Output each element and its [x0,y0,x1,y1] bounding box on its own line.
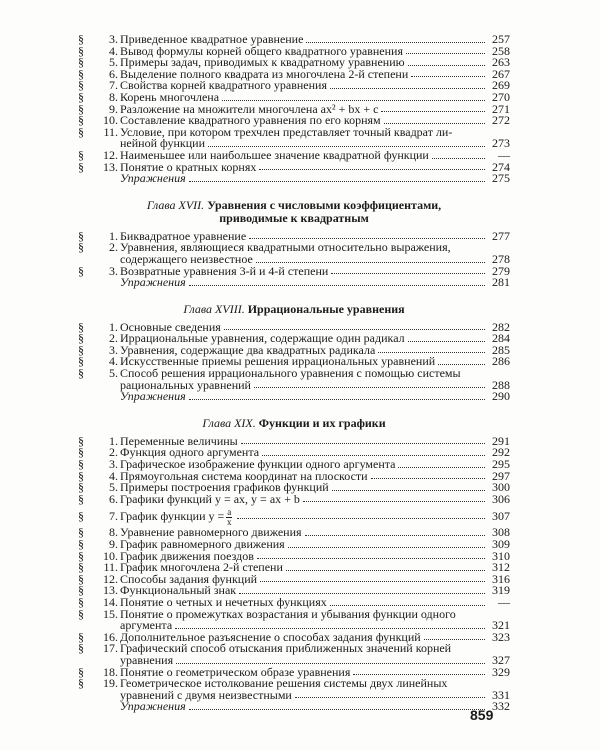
section-symbol: § [78,101,84,116]
entry-line [120,606,510,621]
entry-number: 17. [103,641,118,656]
entry-page: 285 [492,342,510,357]
entry-title: Способ решения иррационального уравнения с помощью системы [120,366,461,381]
section-symbol: § [78,32,84,46]
entry-title: Примеры построения графиков функций [120,480,329,495]
entry-page: 292 [492,445,510,460]
section-symbol: § [78,445,84,460]
entry-title: Условие, при котором трехчлен представляет точный квадрат ли- [120,124,453,139]
entry-number: 14. [103,594,118,609]
exercises-label: Упражнения [120,275,186,290]
dot-leader [295,697,485,698]
entry-page: 308 [492,525,510,540]
section-symbol: § [78,331,84,346]
entry-body [120,391,510,403]
dot-leader [408,341,485,342]
entry-page: — [498,594,510,609]
entry-page: 288 [492,377,510,392]
entry-title: Наименьшее или наибольшее значение квадратной функции [120,147,429,162]
entry-page: 277 [492,228,510,243]
entry-title: График многочлена 2-й степени [120,560,283,575]
entry-title: Понятие о четных и нечетных функциях [120,594,327,609]
section-symbol: § [78,354,84,369]
entry-page: 310 [492,548,510,563]
section-number [78,124,120,139]
toc-section [78,417,510,713]
dot-leader [262,455,485,456]
exercises-page: 332 [492,699,510,714]
entry-page: 272 [492,113,510,128]
chapter-label: Глава XVII. [146,197,205,212]
toc-entry[interactable] [78,124,510,151]
exercises-entry[interactable] [78,173,510,185]
dot-leader [371,478,485,479]
entry-body [120,606,510,633]
dot-leader [249,238,485,239]
section-symbol: § [78,55,84,70]
entry-body [120,242,510,265]
toc-entry[interactable] [78,491,510,506]
chapter-heading [78,199,510,225]
entry-title: Свойства корней квадратного уравнения [120,78,327,93]
dot-leader [176,663,485,664]
entry-page: — [498,147,510,162]
entry-number: 10. [103,548,118,563]
section-symbol: § [78,468,84,483]
section-symbol: § [78,342,84,357]
entry-body [120,277,510,289]
dot-leader [305,535,485,536]
entry-title: Графики функций y = ax, y = ax + b [120,491,300,506]
dot-leader [260,581,485,582]
section-symbol: § [78,113,84,128]
entry-number: 7. [109,78,118,93]
entry-title: Геометрическое истолкование решения системы двух линейных [120,676,448,691]
entry-title: График равномерного движения [120,537,285,551]
dot-leader [189,285,485,286]
toc-entry[interactable] [78,643,510,666]
section-number [78,643,120,655]
entry-number: 2. [109,331,118,346]
entry-number: 11. [103,560,118,575]
exercises-label: Упражнения [120,171,186,186]
toc-entry[interactable] [78,505,510,527]
entry-page: 258 [492,43,510,58]
page-number: 859 [470,707,494,723]
entry-line [120,277,510,289]
dot-leader [398,467,485,468]
entry-title: Графический способ отыскания приближенных значений корней [120,641,452,656]
section-symbol: § [78,583,84,598]
entry-body [120,643,510,666]
entry-number: 11. [103,124,118,139]
entry-number: 12. [103,571,118,586]
entry-page: 331 [492,687,510,702]
dot-leader [241,443,485,444]
dot-leader [330,88,485,89]
entry-page: 274 [492,159,510,174]
entry-line [120,701,510,713]
chapter-subtitle: приводимые к квадратным [219,210,369,225]
entry-title: Основные сведения [120,319,221,334]
entry-number: 8. [109,89,118,104]
entry-page: 286 [492,354,510,369]
toc-section [78,303,510,403]
entry-number: 10. [103,113,118,128]
dot-leader [332,490,485,491]
exercises-label: Упражнения [120,699,186,714]
entry-line [120,491,510,506]
dot-leader [408,65,485,66]
section-number [78,606,120,621]
dot-leader [432,158,485,159]
section-symbol: § [78,491,84,506]
entry-title: Биквадратное уравнение [120,228,247,243]
entry-number: 3. [109,457,118,472]
entry-number: 16. [103,629,118,644]
entry-line [120,643,510,655]
entry-number: 15. [103,606,118,621]
section-symbol: § [78,228,84,243]
entry-page: 306 [492,491,510,506]
entry-number: 5. [109,480,118,495]
dot-leader [411,76,485,77]
toc-section [78,199,510,289]
section-symbol: § [78,509,84,524]
chapter-title: Иррациональные уравнения [247,301,405,316]
dot-leader [406,53,485,54]
entry-page: 327 [492,652,510,667]
entry-title: Уравнения, являющиеся квадратными относительно выражения, [120,240,451,255]
entry-title: Понятие о геометрическом образе уравнения [120,664,351,679]
dot-leader [259,169,485,170]
entry-number: 8. [109,525,118,540]
entry-title: Функциональный знак [120,583,237,598]
exercises-page: 281 [492,275,510,290]
section-symbol: § [78,263,84,278]
entry-page: 278 [492,251,510,266]
section-symbol: § [78,525,84,540]
entry-number: 6. [109,491,118,506]
entry-title: Функция одного аргумента [120,445,260,460]
entry-number: 7. [109,509,118,524]
entry-title: аргумента [120,618,173,633]
dot-leader [384,123,485,124]
exercises-label: Упражнения [120,389,186,404]
entry-title: График движения поездов [120,548,254,563]
section-symbol: § [78,606,84,621]
dot-leader [438,364,485,365]
entry-line [120,173,510,185]
dot-leader [288,547,485,548]
section-symbol: § [78,78,84,93]
entry-body [120,505,510,527]
section-symbol: § [78,240,84,255]
entry-title: Уравнение равномерного движения [120,525,302,540]
section-symbol: § [78,66,84,81]
entry-body [120,124,510,151]
toc-entry[interactable] [78,606,510,633]
section-number [78,263,120,278]
dot-leader [189,181,485,182]
entry-number: 13. [103,583,118,598]
entry-number: 6. [109,66,118,81]
section-symbol: § [78,629,84,644]
section-number [78,159,120,174]
chapter-label: Глава XIX. [202,415,256,430]
entry-number: 9. [109,101,118,116]
section-symbol: § [78,147,84,162]
entry-page: 269 [492,78,510,93]
dot-leader [222,100,485,101]
dot-leader [189,399,485,400]
dot-leader [175,628,485,629]
dot-leader [286,570,485,571]
entry-page: 270 [492,89,510,104]
table-of-contents [78,34,510,713]
entry-page: 309 [492,537,510,551]
dot-leader [254,387,485,388]
chapter-title: Функции и их графики [258,415,386,430]
dot-leader [331,273,485,274]
section-number [78,242,120,254]
dot-leader [306,42,485,43]
entry-number: 2. [109,445,118,460]
section-symbol: § [78,641,84,656]
entry-page: 316 [492,571,510,586]
section-symbol: § [78,548,84,563]
entry-title: График функции y = [120,509,225,524]
entry-title: Возвратные уравнения 3-й и 4-й степени [120,263,329,278]
entry-title: Переменные величины [120,433,238,448]
entry-number: 18. [103,664,118,679]
entry-title: Понятие о кратных корнях [120,159,257,174]
dot-leader [208,146,485,147]
entry-page: 291 [492,433,510,448]
entry-page: 282 [492,319,510,334]
entry-page: 273 [492,136,510,151]
entry-page: 307 [492,509,510,524]
chapter-heading [78,303,510,316]
entry-number: 1. [109,433,118,448]
entry-page: 300 [492,480,510,495]
exercises-entry[interactable] [78,391,510,403]
chapter-title: Уравнения с числовыми коэффициентами, [207,197,442,212]
dot-leader [239,593,485,594]
entry-title: Дополнительное разъяснение о способах задания функций [120,629,421,644]
entry-title: Приведенное квадратное уравнение [120,32,304,46]
dot-leader [189,709,485,710]
dot-leader [256,262,485,263]
fraction-numerator: a [227,507,232,518]
entry-title: уравнения [120,652,174,667]
section-symbol: § [78,366,84,381]
section-symbol: § [78,124,84,139]
section-symbol: § [78,676,84,691]
entry-line [120,505,510,527]
chapter-heading [78,417,510,430]
exercises-entry[interactable] [78,277,510,289]
section-number [78,505,120,527]
dot-leader [237,518,485,519]
entry-page: 297 [492,468,510,483]
entry-body [120,368,510,391]
entry-number: 4. [109,468,118,483]
entry-number: 12. [103,147,118,162]
section-symbol: § [78,560,84,575]
entry-page: 319 [492,583,510,598]
entry-number: 5. [109,366,118,381]
dot-leader [303,501,485,502]
dot-leader [424,639,485,640]
toc-section [78,34,510,185]
entry-page: 263 [492,55,510,70]
entry-title: Прямоугольная система координат на плоскости [120,468,368,483]
section-symbol: § [78,594,84,609]
dot-leader [353,674,485,675]
section-number [78,368,120,380]
section-number [78,678,120,690]
entry-title: Способы задания функций [120,571,258,586]
entry-title: Вывод формулы корней общего квадратного уравнения [120,43,403,58]
dot-leader [224,329,485,330]
entry-title: Примеры задач, приводимых к квадратному уравнению [120,55,405,70]
exercises-page: 275 [492,171,510,186]
entry-page: 323 [492,629,510,644]
section-symbol: § [78,457,84,472]
entry-number: 1. [109,228,118,243]
entry-title: Корень многочлена [120,89,220,104]
entry-title: Понятие о промежутках возрастания и убывания функции одного [120,606,456,621]
entry-page: 295 [492,457,510,472]
dot-leader [378,352,485,353]
section-symbol: § [78,480,84,495]
entry-body [120,678,510,701]
entry-body [120,173,510,185]
exercises-entry[interactable] [78,701,510,713]
entry-page: 329 [492,664,510,679]
entry-title: Составление квадратного уравнения по его корням [120,113,381,128]
entry-title: Выделение полного квадрата из многочлена 2-й степени [120,66,409,81]
fraction-denominator: x [227,517,232,528]
entry-body [120,701,510,713]
section-number [78,491,120,506]
dot-leader [330,605,485,606]
entry-number: 5. [109,55,118,70]
entry-title: Искусственные приемы решения иррациональных уравнений [120,354,436,369]
entry-page: 271 [492,101,510,116]
entry-title: Разложение на множители многочлена ax² + bx + c [120,101,379,116]
section-symbol: § [78,537,84,551]
section-symbol: § [78,664,84,679]
entry-number: 19. [103,676,118,691]
entry-number: 1. [109,319,118,334]
entry-number: 13. [103,159,118,174]
entry-body [120,491,510,506]
entry-page: 257 [492,32,510,46]
entry-line [120,391,510,403]
entry-page: 321 [492,618,510,633]
section-symbol: § [78,433,84,448]
entry-number: 9. [109,537,118,551]
entry-number: 3. [109,32,118,46]
section-symbol: § [78,319,84,334]
section-symbol: § [78,43,84,58]
section-symbol: § [78,571,84,586]
entry-title: Уравнения, содержащие два квадратных радикала [120,342,376,357]
entry-page: 312 [492,560,510,575]
entry-number: 4. [109,354,118,369]
entry-number: 3. [109,342,118,357]
entry-page: 279 [492,263,510,278]
entry-title: рациональных уравнений [120,377,251,392]
entry-title: Иррациональные уравнения, содержащие один радикал [120,331,405,346]
toc-entry[interactable] [78,678,510,701]
entry-page: 284 [492,331,510,346]
dot-leader [257,558,485,559]
entry-title: Графическое изображение функции одного аргумента [120,457,396,472]
dot-leader [381,111,485,112]
entry-title: уравнений с двумя неизвестными [120,687,292,702]
entry-number: 2. [109,240,118,255]
entry-number: 4. [109,43,118,58]
exercises-page: 290 [492,389,510,404]
entry-title: содержащего неизвестное [120,251,253,266]
entry-title: нейной функции [120,136,206,151]
section-symbol: § [78,89,84,104]
toc-entry[interactable] [78,368,510,391]
entry-page: 267 [492,66,510,81]
section-symbol: § [78,159,84,174]
chapter-label: Глава XVIII. [183,301,245,316]
entry-number: 3. [109,263,118,278]
toc-entry[interactable] [78,242,510,265]
